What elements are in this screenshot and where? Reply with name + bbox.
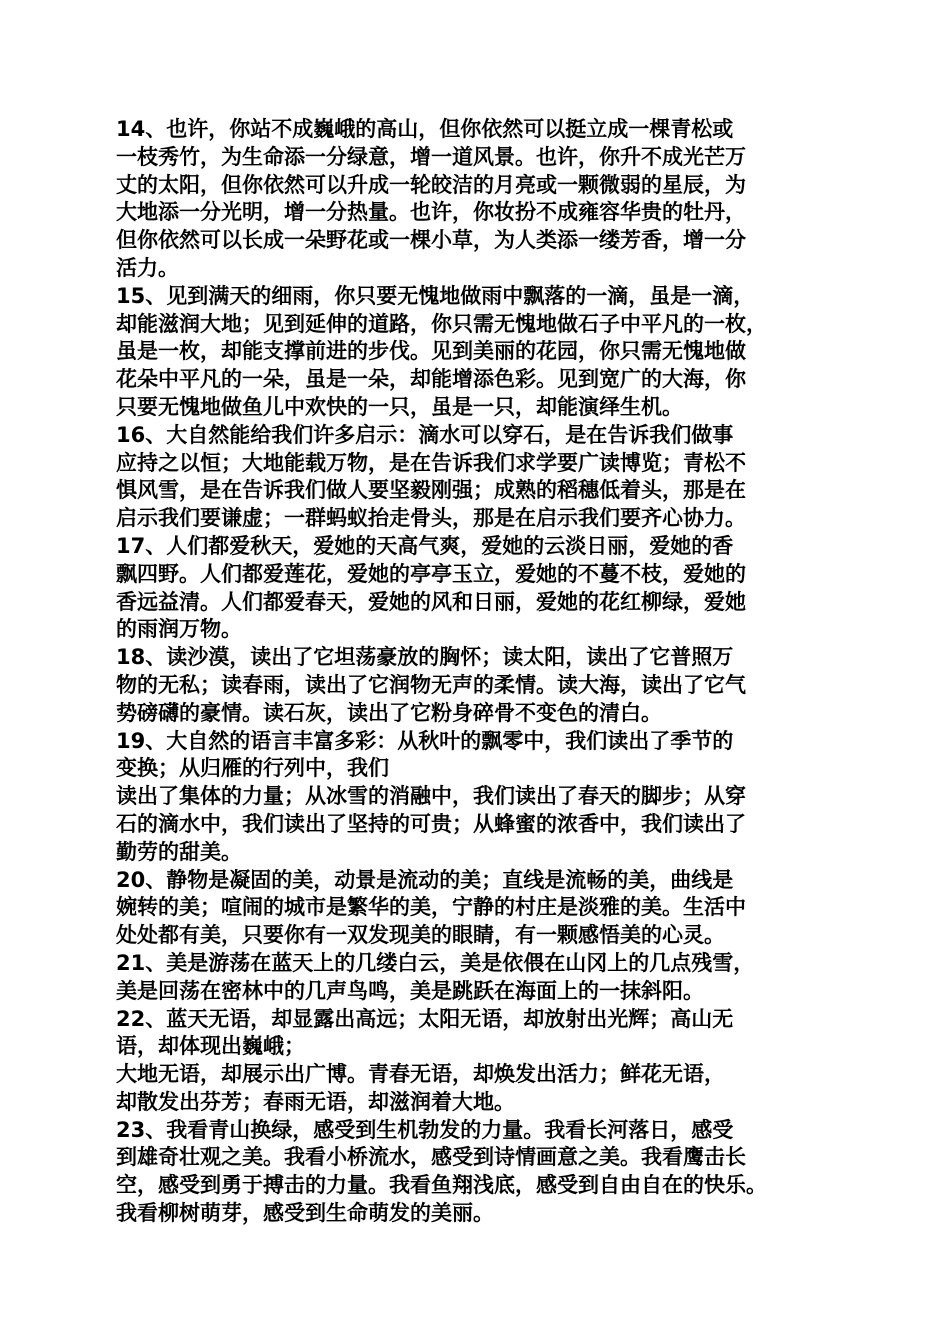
text-line: 到雄奇壮观之美。我看小桥流水，感受到诗情画意之美。我看鹰击长 bbox=[116, 1145, 746, 1170]
text-line: 14、也许，你站不成巍峨的高山，但你依然可以挺立成一棵青松或 bbox=[116, 117, 734, 141]
text-line: 只要无愧地做鱼儿中欢快的一只，虽是一只，却能演绎生机。 bbox=[116, 394, 683, 419]
text-line: 语，却体现出巍峨； bbox=[116, 1034, 305, 1059]
text-line: 空，感受到勇于搏击的力量。我看鱼翔浅底，感受到自由自在的快乐。 bbox=[116, 1173, 767, 1198]
text-line: 却散发出芬芳；春雨无语，却滋润着大地。 bbox=[116, 1089, 515, 1114]
text-line: 勤劳的甜美。 bbox=[116, 839, 242, 864]
text-line: 的雨润万物。 bbox=[116, 617, 242, 642]
text-line: 虽是一枚，却能支撑前进的步伐。见到美丽的花园，你只需无愧地做 bbox=[116, 339, 746, 364]
text-line: 23、我看青山换绿，感受到生机勃发的力量。我看长河落日，感受 bbox=[116, 1117, 734, 1142]
text-line: 势磅礴的豪情。读石灰，读出了它粉身碎骨不变色的清白。 bbox=[116, 700, 662, 725]
text-line: 一枝秀竹，为生命添一分绿意，增一道风景。也许，你升不成光芒万 bbox=[116, 144, 746, 169]
text-line: 惧风雪，是在告诉我们做人要坚毅刚强；成熟的稻穗低着头，那是在 bbox=[116, 478, 746, 503]
text-line: 物的无私；读春雨，读出了它润物无声的柔情。读大海，读出了它气 bbox=[116, 672, 746, 697]
text-line: 香远益清。人们都爱春天，爱她的风和日丽，爱她的花红柳绿，爱她 bbox=[116, 589, 746, 614]
text-line: 20、静物是凝固的美，动景是流动的美；直线是流畅的美，曲线是 bbox=[116, 867, 734, 892]
text-line: 但你依然可以长成一朵野花或一棵小草，为人类添一缕芳香，增一分 bbox=[116, 228, 746, 253]
text-line: 变换；从归雁的行列中，我们 bbox=[116, 756, 389, 781]
text-line: 16、大自然能给我们许多启示：滴水可以穿石，是在告诉我们做事 bbox=[116, 422, 734, 447]
text-line: 大地添一分光明，增一分热量。也许，你妆扮不成雍容华贵的牡丹， bbox=[116, 200, 746, 225]
text-line: 读出了集体的力量；从冰雪的消融中，我们读出了春天的脚步；从穿 bbox=[116, 784, 746, 809]
text-line: 15、见到满天的细雨，你只要无愧地做雨中飘落的一滴，虽是一滴， bbox=[116, 283, 755, 308]
text-line: 石的滴水中，我们读出了坚持的可贵；从蜂蜜的浓香中，我们读出了 bbox=[116, 811, 746, 836]
text-line: 丈的太阳，但你依然可以升成一轮皎洁的月亮或一颗微弱的星辰，为 bbox=[116, 172, 746, 197]
text-line: 我看柳树萌芽，感受到生命萌发的美丽。 bbox=[116, 1201, 494, 1226]
text-line: 处处都有美，只要你有一双发现美的眼睛，有一颗感悟美的心灵。 bbox=[116, 923, 725, 948]
text-line: 美是回荡在密林中的几声鸟鸣，美是跳跃在海面上的一抹斜阳。 bbox=[116, 978, 704, 1003]
text-line: 大地无语，却展示出广博。青春无语，却焕发出活力；鲜花无语， bbox=[116, 1062, 725, 1087]
text-line: 21、美是游荡在蓝天上的几缕白云，美是依偎在山冈上的几点残雪， bbox=[116, 950, 755, 975]
text-line: 18、读沙漠，读出了它坦荡豪放的胸怀；读太阳，读出了它普照万 bbox=[116, 645, 734, 670]
text-line: 活力。 bbox=[116, 255, 179, 280]
essay-text bbox=[116, 116, 856, 1228]
text-line: 应持之以恒；大地能载万物，是在告诉我们求学要广读博览；青松不 bbox=[116, 450, 746, 475]
text-line: 17、人们都爱秋天，爱她的天高气爽，爱她的云淡日丽，爱她的香 bbox=[116, 533, 734, 558]
text-line: 19、大自然的语言丰富多彩：从秋叶的飘零中，我们读出了季节的 bbox=[116, 728, 734, 753]
text-line: 22、蓝天无语，却显露出高远；太阳无语，却放射出光辉；高山无 bbox=[116, 1006, 734, 1031]
text-line: 启示我们要谦虚；一群蚂蚁抬走骨头，那是在启示我们要齐心协力。 bbox=[116, 506, 746, 531]
text-line: 花朵中平凡的一朵，虽是一朵，却能增添色彩。见到宽广的大海，你 bbox=[116, 367, 746, 392]
text-line: 却能滋润大地；见到延伸的道路，你只需无愧地做石子中平凡的一枚， bbox=[116, 311, 767, 336]
text-line: 婉转的美；喧闹的城市是繁华的美，宁静的村庄是淡雅的美。生活中 bbox=[116, 895, 746, 920]
text-line: 飘四野。人们都爱莲花，爱她的亭亭玉立，爱她的不蔓不枝，爱她的 bbox=[116, 561, 746, 586]
